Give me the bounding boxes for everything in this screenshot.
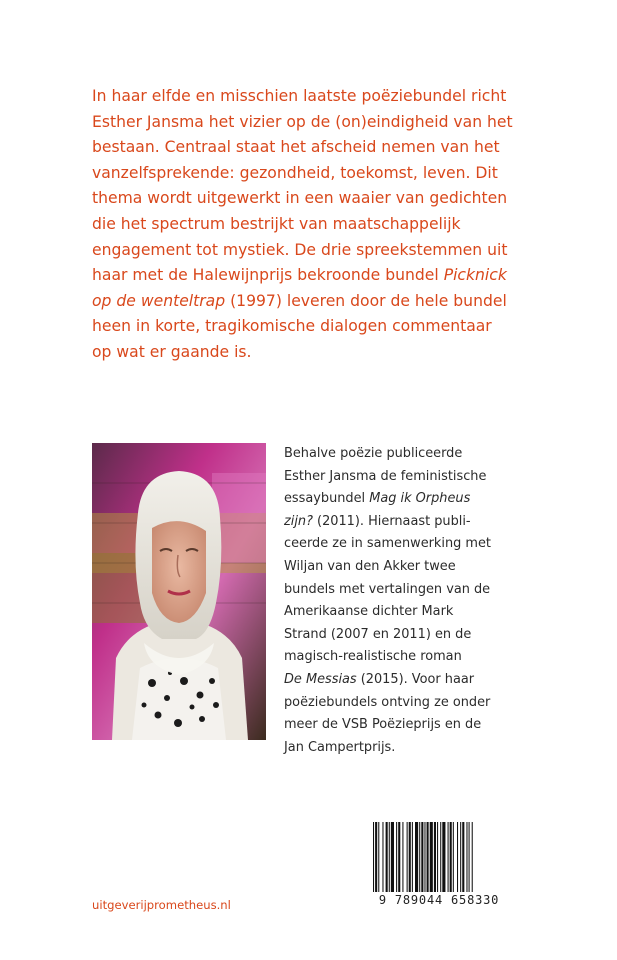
bio-line-text: (2015). Voor haar: [356, 671, 475, 687]
isbn-number: 9 789044 658330: [378, 893, 500, 907]
bio-line: Esther Jansma de feministische: [284, 468, 487, 484]
bio-line: [284, 669, 534, 692]
bio-line: [284, 488, 534, 511]
bio-line: magisch-realistische roman: [284, 649, 462, 665]
blurb-line: thema wordt uitgewerkt in een waaier van gedichten: [92, 189, 508, 208]
blurb-line: In haar elfde en misschien laatste poëziebundel richt: [92, 87, 507, 105]
bio-line: Wiljan van den Akker twee: [284, 558, 456, 574]
bio-line: Strand (2007 en 2011) en de: [284, 626, 472, 642]
blurb-line: die het spectrum bestrijkt van maatschappelijk: [92, 214, 461, 233]
bio-line: Jan Campertprijs.: [284, 739, 396, 755]
author-photo: [92, 443, 266, 740]
barcode-bars: [371, 822, 507, 892]
blurb-line: vanzelfsprekende: gezondheid, toekomst, leven. Dit: [92, 163, 498, 182]
bio-line-text: (2011). Hiernaast publi-: [312, 513, 471, 529]
bio-line: ceerde ze in samenwerking met: [284, 536, 491, 552]
book-title-italic: zijn?: [284, 513, 313, 529]
author-bio: [284, 443, 534, 759]
blurb-line: op wat er gaande is.: [92, 342, 252, 361]
blurb-line: bestaan. Centraal staat het afscheid nemen van het: [92, 138, 500, 157]
blurb-line-text: haar met de Halewijnprijs bekroonde bundel: [92, 266, 444, 285]
blurb-line-text: (1997) leveren door de hele bundel: [225, 291, 507, 310]
blurb-line: [92, 263, 532, 289]
publisher-website[interactable]: uitgeverijprometheus.nl: [92, 898, 231, 912]
bio-line: poëziebundels ontving ze onder: [284, 694, 491, 710]
book-title-italic: Picknick: [443, 266, 507, 285]
bio-line: Behalve poëzie publiceerde: [284, 446, 463, 461]
bio-line: [284, 511, 534, 534]
book-title-italic: De Messias: [284, 671, 357, 687]
blurb-line: heen in korte, tragikomische dialogen commentaar: [92, 317, 492, 336]
blurb-line: engagement tot mystiek. De drie spreekstemmen uit: [92, 240, 508, 259]
blurb-text: [92, 84, 532, 366]
bio-line: meer de VSB Poëzieprijs en de: [284, 717, 482, 733]
bio-line: Amerikaanse dichter Mark: [284, 604, 454, 620]
blurb-line: Esther Jansma het vizier op de (on)eindigheid van het: [92, 112, 513, 131]
book-title-italic: op de wenteltrap: [92, 291, 226, 310]
book-title-italic: Mag ik Orpheus: [369, 491, 471, 507]
isbn-barcode: [371, 822, 507, 907]
bio-line-text: essaybundel: [284, 491, 370, 507]
bio-line: bundels met vertalingen van de: [284, 581, 491, 597]
blurb-line: [92, 289, 532, 315]
